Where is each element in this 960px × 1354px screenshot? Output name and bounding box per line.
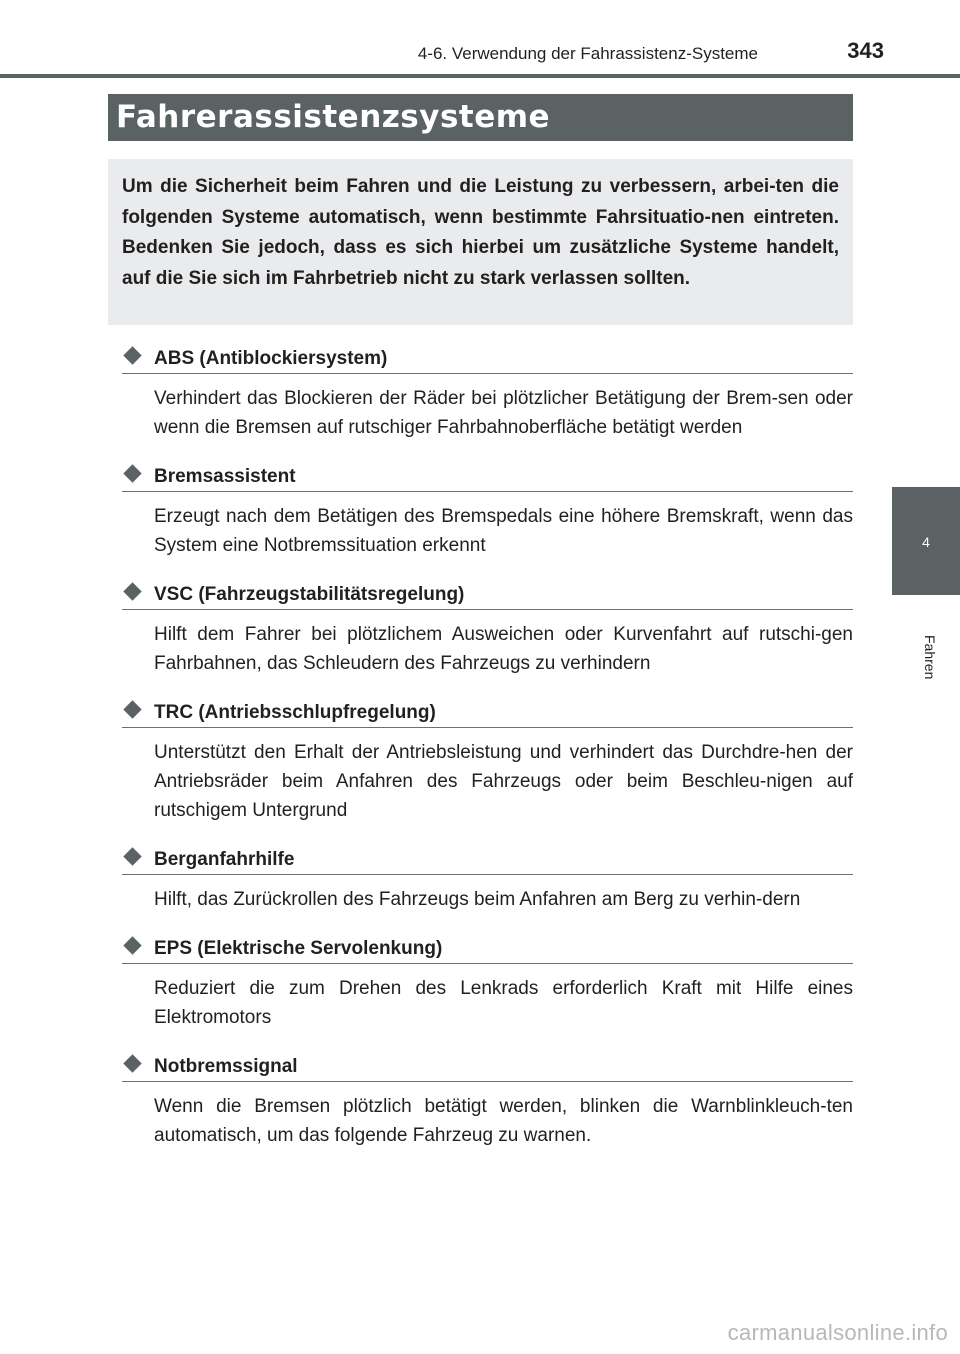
item-description: Unterstützt den Erhalt der Antriebsleistung und verhindert das Durchdre-hen der Antriebsräder beim Anfahren des Fahrzeugs oder beim Beschleu-nigen auf rutschigem Untergrund — [154, 742, 853, 821]
item-description: Hilft dem Fahrer bei plötzlichem Ausweichen oder Kurvenfahrt auf rutschi-gen Fahrbahnen, das Schleudern des Fahrzeugs zu verhindern — [154, 624, 853, 674]
item-title: Notbremssignal — [154, 1056, 298, 1077]
list-item — [122, 1048, 853, 1150]
item-heading — [122, 1048, 853, 1082]
item-heading — [122, 841, 853, 875]
diamond-bullet-icon — [123, 1054, 141, 1072]
header-rule — [0, 74, 960, 78]
item-title: ABS (Antiblockiersystem) — [154, 348, 388, 369]
list-item — [122, 458, 853, 560]
diamond-bullet-icon — [123, 700, 141, 718]
page-title: Fahrerassistenzsysteme — [116, 99, 551, 135]
item-title: EPS (Elektrische Servolenkung) — [154, 938, 443, 959]
item-title: VSC (Fahrzeugstabilitätsregelung) — [154, 584, 465, 605]
section-title: 4-6. Verwendung der Fahrassistenz-Systeme — [417, 44, 758, 63]
list-item — [122, 841, 853, 914]
item-heading — [122, 694, 853, 728]
diamond-bullet-icon — [123, 464, 141, 482]
chapter-tab — [892, 487, 960, 595]
diamond-bullet-icon — [123, 936, 141, 954]
item-description: Erzeugt nach dem Betätigen des Bremspedals eine höhere Bremskraft, wenn das System eine Notbremssituation erkennt — [154, 506, 853, 556]
page-number: 343 — [847, 38, 884, 63]
list-item — [122, 930, 853, 1032]
chapter-label: Fahren — [922, 635, 938, 680]
item-heading — [122, 930, 853, 964]
diamond-bullet-icon — [123, 847, 141, 865]
item-heading — [122, 340, 853, 374]
item-description: Wenn die Bremsen plötzlich betätigt werden, blinken die Warnblinkleuch-ten automatisch, um das folgende Fahrzeug zu warnen. — [154, 1096, 853, 1146]
item-heading — [122, 458, 853, 492]
intro-box — [108, 159, 853, 325]
title-bar — [108, 94, 853, 141]
watermark: carmanualsonline.info — [727, 1320, 948, 1345]
chapter-number: 4 — [922, 534, 930, 550]
item-title: Bremsassistent — [154, 466, 296, 487]
item-title: TRC (Antriebsschlupfregelung) — [154, 702, 436, 723]
system-list — [122, 340, 853, 1166]
item-description: Hilft, das Zurückrollen des Fahrzeugs beim Anfahren am Berg zu verhin-dern — [154, 889, 801, 910]
list-item — [122, 576, 853, 678]
page-header — [0, 38, 960, 68]
item-description: Reduziert die zum Drehen des Lenkrads erforderlich Kraft mit Hilfe eines Elektromotors — [154, 978, 853, 1028]
item-title: Berganfahrhilfe — [154, 849, 295, 870]
item-heading — [122, 576, 853, 610]
list-item — [122, 694, 853, 825]
diamond-bullet-icon — [123, 346, 141, 364]
intro-text: Um die Sicherheit beim Fahren und die Leistung zu verbessern, arbei-ten die folgenden Systeme automatisch, wenn bestimmte Fahrsituatio-nen eintreten. Bedenken Sie jedoch, dass es sich hierbei um zusätzliche Systeme handelt, auf die Sie sich im Fahrbetrieb nicht zu stark verlassen sollten. — [122, 176, 839, 289]
item-description: Verhindert das Blockieren der Räder bei plötzlicher Betätigung der Brem-sen oder wenn die Bremsen auf rutschiger Fahrbahnoberfläche betätigt werden — [154, 388, 853, 438]
diamond-bullet-icon — [123, 582, 141, 600]
list-item — [122, 340, 853, 442]
